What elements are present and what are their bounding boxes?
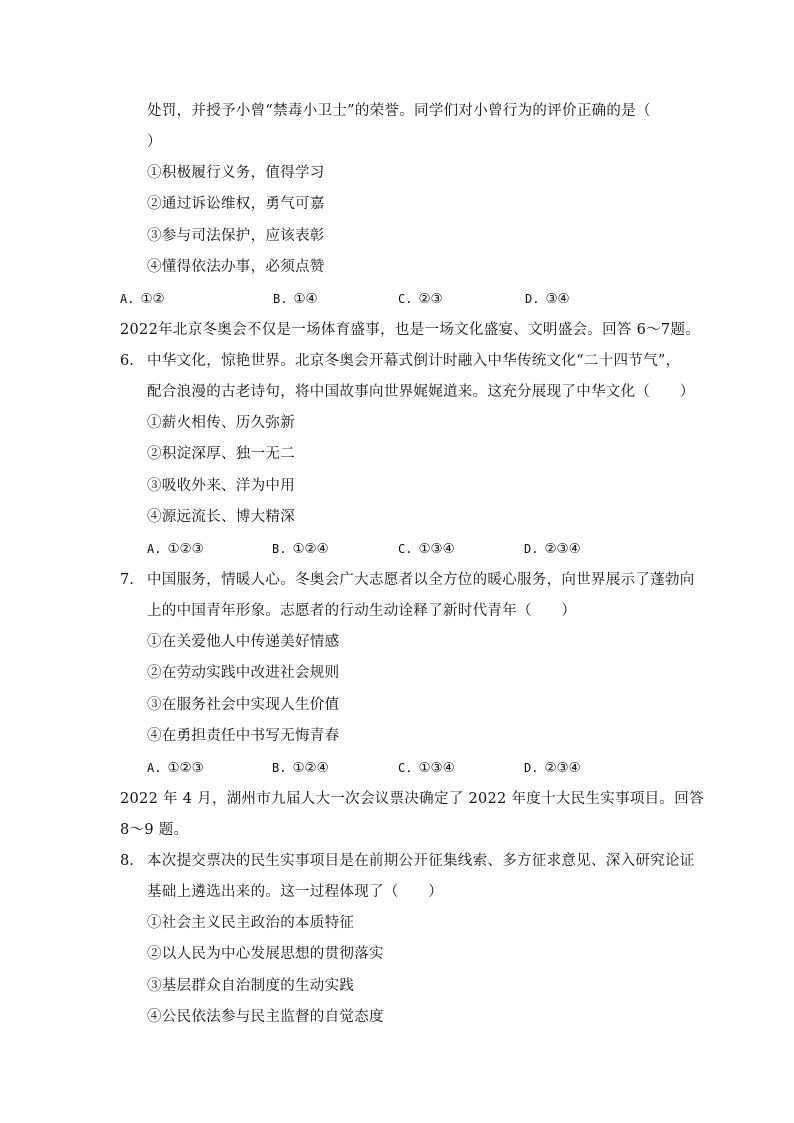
q6-option-c[interactable]: C. ①③④ xyxy=(398,541,455,557)
q5-option-c[interactable]: C. ②③ xyxy=(398,291,443,307)
q8-number: 8. xyxy=(120,853,134,869)
q6-option-a[interactable]: A. ①②③ xyxy=(147,541,204,557)
q6-item-1: ①薪火相传、历久弥新 xyxy=(147,415,295,431)
q5-stem-line2: ） xyxy=(147,134,162,150)
q8-stem-line2: 基础上遴选出来的。这一过程体现了（ ） xyxy=(147,884,443,900)
q7-option-d[interactable]: D. ②③④ xyxy=(524,760,581,776)
q6-item-4: ④源远流长、博大精深 xyxy=(147,509,295,525)
q5-option-b[interactable]: B. ①④ xyxy=(273,291,318,307)
q5-option-a[interactable]: A. ①② xyxy=(120,291,165,307)
intro-8-9-line2: 8～9 题。 xyxy=(120,822,189,838)
q6-item-3: ③吸收外来、洋为中用 xyxy=(147,478,295,494)
q6-item-2: ②积淀深厚、独一无二 xyxy=(147,446,295,462)
q6-option-d[interactable]: D. ②③④ xyxy=(524,541,581,557)
q7-stem-line1: 中国服务，情暖人心。冬奥会广大志愿者以全方位的暖心服务，向世界展示了蓬勃向 xyxy=(147,572,695,588)
q8-item-1: ①社会主义民主政治的本质特征 xyxy=(147,915,355,931)
q5-stem-line1: 处罚，并授予小曾“禁毒小卫士”的荣誉。同学们对小曾行为的评价正确的是（ xyxy=(147,103,651,119)
q8-item-3: ③基层群众自治制度的生动实践 xyxy=(147,978,355,994)
q7-item-1: ①在关爱他人中传递美好情感 xyxy=(147,634,340,650)
q7-stem-line2: 上的中国青年形象。志愿者的行动生动诠释了新时代青年（ ） xyxy=(147,603,577,619)
q7-option-a[interactable]: A. ①②③ xyxy=(147,760,204,776)
intro-8-9-line1: 2022 年 4 月，湖州市九届人大一次会议票决确定了 2022 年度十大民生实事项目。回答 xyxy=(120,791,704,807)
q5-item-2: ②通过诉讼维权，勇气可嘉 xyxy=(147,196,325,212)
q8-item-2: ②以人民为中心发展思想的贯彻落实 xyxy=(147,946,384,962)
q7-item-3: ③在服务社会中实现人生价值 xyxy=(147,697,340,713)
q7-option-b[interactable]: B. ①②④ xyxy=(272,760,329,776)
q5-item-1: ①积极履行义务，值得学习 xyxy=(147,165,325,181)
q7-item-4: ④在勇担责任中书写无悔青春 xyxy=(147,728,340,744)
q6-stem-line1: 中华文化，惊艳世界。北京冬奥会开幕式倒计时融入中华传统文化“二十四节气”， xyxy=(147,353,681,369)
q5-option-d[interactable]: D. ③④ xyxy=(525,291,570,307)
q6-option-b[interactable]: B. ①②④ xyxy=(272,541,329,557)
q6-number: 6. xyxy=(120,353,134,369)
q8-item-4: ④公民依法参与民主监督的自觉态度 xyxy=(147,1009,384,1025)
q6-stem-line2: 配合浪漫的古老诗句，将中国故事向世界娓娓道来。这充分展现了中华文化（ ） xyxy=(147,384,695,400)
intro-6-7: 2022年北京冬奥会不仅是一场体育盛事，也是一场文化盛宴、文明盛会。回答 6～7题。 xyxy=(120,322,701,338)
q5-options xyxy=(120,289,640,309)
q7-number: 7. xyxy=(120,572,134,588)
q5-item-3: ③参与司法保护，应该表彰 xyxy=(147,228,325,244)
q6-options xyxy=(147,539,667,559)
q5-item-4: ④懂得依法办事，必须点赞 xyxy=(147,259,325,275)
q7-options xyxy=(147,758,667,778)
q7-option-c[interactable]: C. ①③④ xyxy=(398,760,455,776)
q7-item-2: ②在劳动实践中改进社会规则 xyxy=(147,665,340,681)
q8-stem-line1: 本次提交票决的民生实事项目是在前期公开征集线索、多方征求意见、深入研究论证 xyxy=(147,853,695,869)
